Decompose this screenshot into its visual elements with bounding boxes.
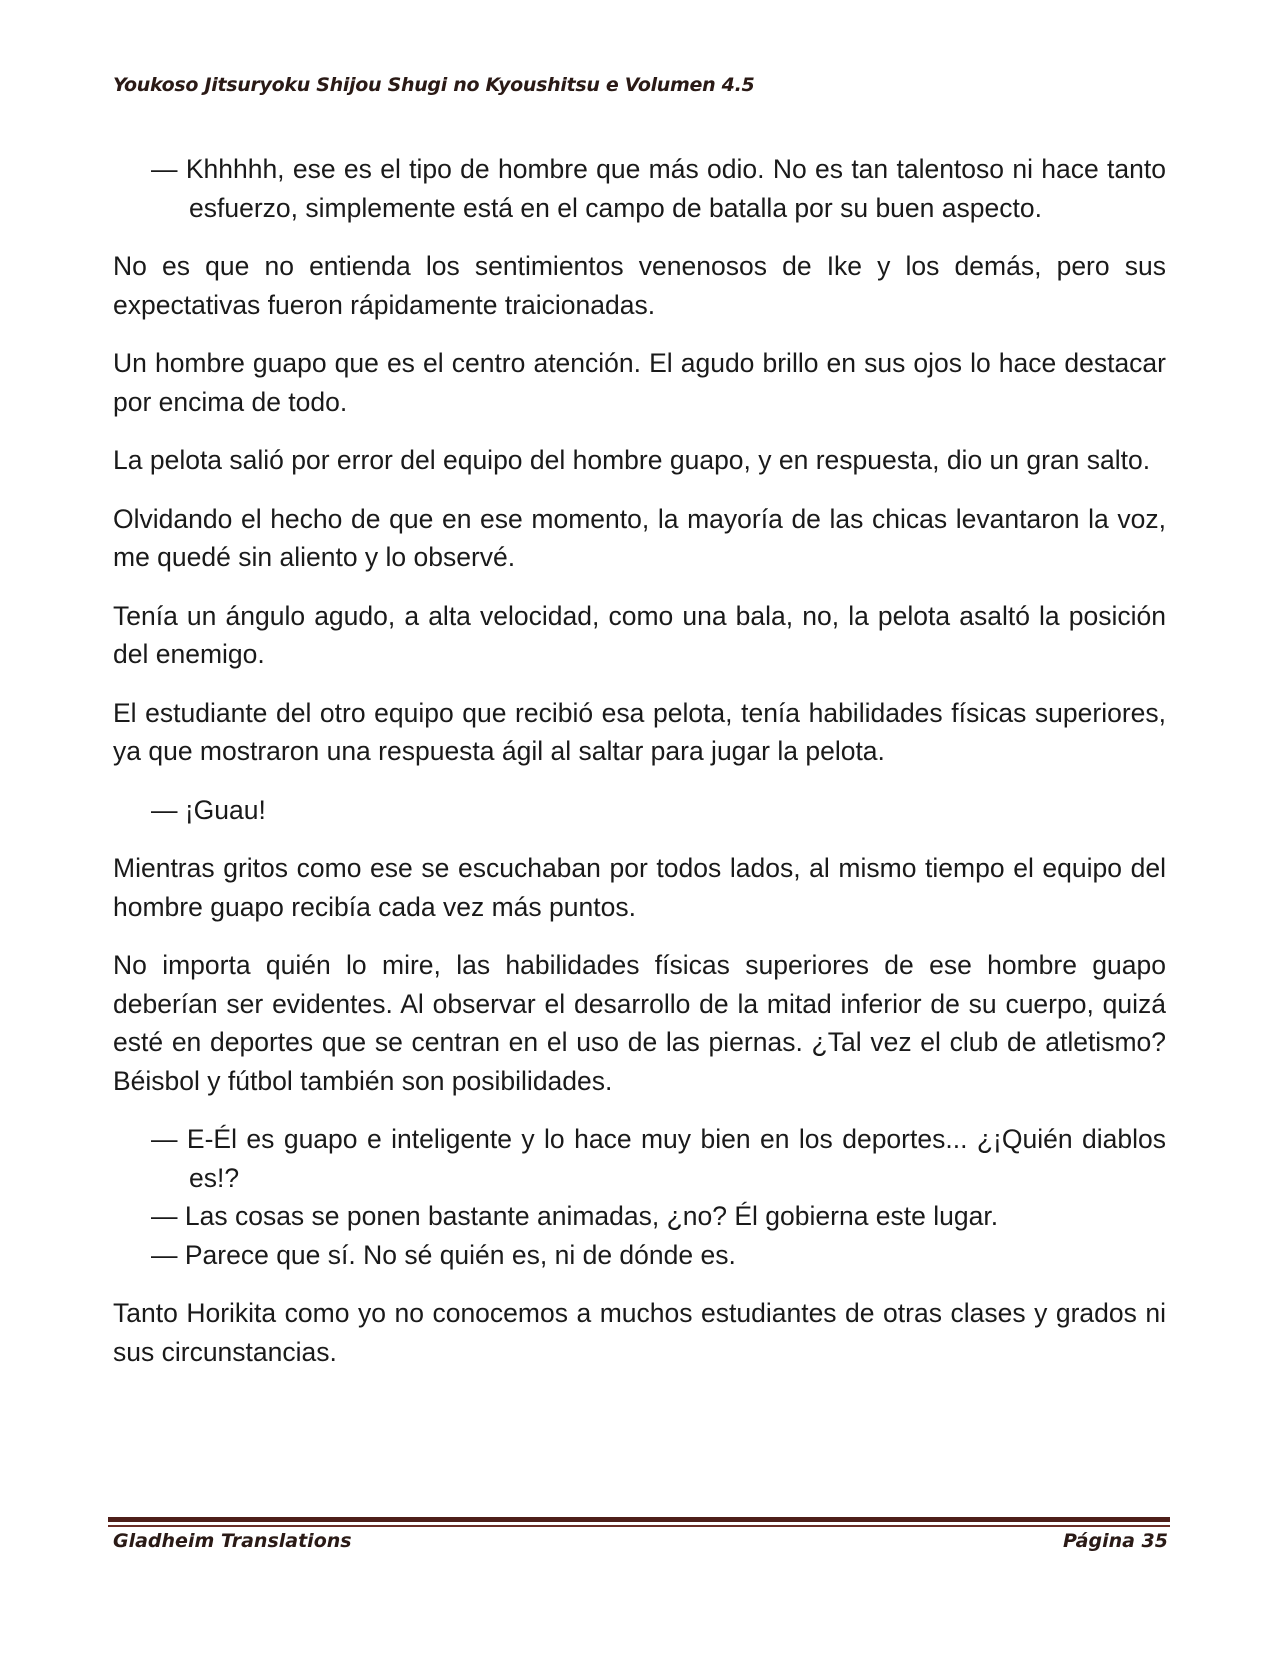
dialogue-line: — Las cosas se ponen bastante animadas, ¿no? Él gobierna este lugar. [151, 1201, 999, 1231]
paragraph: Tenía un ángulo agudo, a alta velocidad, como una bala, no, la pelota asaltó la posición del enemigo. [113, 600, 1166, 669]
footer-divider-thick [108, 1517, 1170, 1522]
paragraph: No es que no entienda los sentimientos venenosos de Ike y los demás, pero sus expectativas fueron rápidamente traicionadas. [113, 251, 1166, 320]
footer-divider-thin [108, 1525, 1170, 1527]
dialogue-line: — E-Él es guapo e inteligente y lo hace muy bien en los deportes... ¿¡Quién diablos es!? [151, 1124, 1166, 1193]
paragraph: La pelota salió por error del equipo del hombre guapo, y en respuesta, dio un gran salto. [113, 445, 1151, 475]
dialogue-group [113, 1120, 1166, 1274]
paragraph: Un hombre guapo que es el centro atención. El agudo brillo en sus ojos lo hace destacar por encima de todo. [113, 348, 1166, 417]
page-body [113, 150, 1166, 1391]
dialogue-group [113, 791, 1166, 830]
dialogue-line: — ¡Guau! [151, 794, 266, 825]
paragraph: El estudiante del otro equipo que recibió esa pelota, tenía habilidades físicas superiores, ya que mostraron una respuesta ágil al saltar para jugar la pelota. [113, 697, 1166, 766]
paragraph: Tanto Horikita como yo no conocemos a muchos estudiantes de otras clases y grados ni sus circunstancias. [113, 1298, 1166, 1367]
paragraph: Mientras gritos como ese se escuchaban por todos lados, al mismo tiempo el equipo del hombre guapo recibía cada vez más puntos. [113, 853, 1166, 922]
paragraph: Olvidando el hecho de que en ese momento, la mayoría de las chicas levantaron la voz, me quedé sin aliento y lo observé. [113, 503, 1166, 572]
dialogue-line: — Khhhhh, ese es el tipo de hombre que más odio. No es tan talentoso ni hace tanto esfuerzo, simplemente está en el campo de batalla por su buen aspecto. [151, 154, 1166, 223]
page-number: Página 35 [1062, 1530, 1168, 1552]
page-header-title: Youkoso Jitsuryoku Shijou Shugi no Kyoushitsu e Volumen 4.5 [113, 74, 755, 96]
paragraph: No importa quién lo mire, las habilidades físicas superiores de ese hombre guapo deberían ser evidentes. Al observar el desarrollo de la mitad inferior de su cuerpo, quizá esté en deportes que se centran en el uso de las piernas. ¿Tal vez el club de atletismo? Béisbol y fútbol también son posibilidades. [113, 950, 1166, 1096]
dialogue-line: — Parece que sí. No sé quién es, ni de dónde es. [151, 1239, 736, 1270]
footer-credit: Gladheim Translations [113, 1530, 352, 1552]
dialogue-group [113, 150, 1166, 227]
